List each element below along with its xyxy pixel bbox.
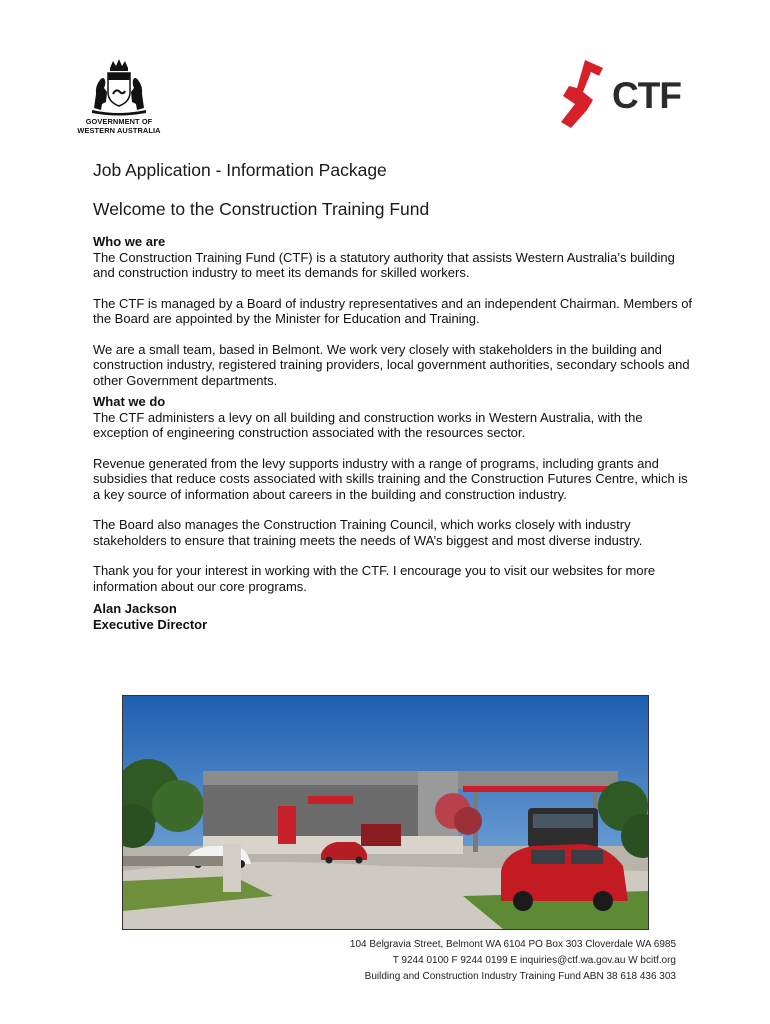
ctf-logo-text: CTF	[612, 75, 681, 116]
section-heading-who-we-are: Who we are	[93, 234, 166, 249]
gov-logo-line2: WESTERN AUSTRALIA	[77, 126, 161, 135]
paragraph: The Construction Training Fund (CTF) is a statutory authority that assists Western Australia’s building and construction industry to meet its demands for skilled workers.	[93, 249, 675, 280]
signature-role: Executive Director	[93, 616, 208, 632]
paragraph: The Board also manages the Construction Training Council, which works closely with industry stakeholders to ensure that training meets the needs of WA’s biggest and most diverse industry.	[93, 517, 643, 548]
building-photo	[122, 695, 649, 930]
gov-logo-line1: GOVERNMENT OF	[85, 117, 153, 126]
government-of-wa-logo	[76, 58, 162, 135]
signature-name: Alan Jackson	[93, 601, 177, 616]
footer-line-abn: Building and Construction Industry Training Fund ABN 38 618 436 303	[364, 971, 676, 982]
paragraph: Revenue generated from the levy supports industry with a range of programs, including grants and subsidies that reduce costs associated with skills training and the Construction Futures Centre, which is a key source of information about careers in the building and construction industry.	[93, 455, 688, 502]
footer-line-address: 104 Belgravia Street, Belmont WA 6104 PO Box 303 Cloverdale WA 6985	[349, 939, 676, 950]
section-heading-what-we-do: What we do	[93, 394, 166, 409]
wa-coat-of-arms-icon	[86, 58, 152, 116]
paragraph: The CTF is managed by a Board of industry representatives and an independent Chairman. Members of the Board are appointed by the Minister for Education and Training.	[93, 295, 693, 326]
ctf-logo	[555, 58, 680, 134]
paragraph: The CTF administers a levy on all building and construction works in Western Australia, with the exception of engineering construction associated with the resources sector.	[93, 409, 643, 440]
paragraph: We are a small team, based in Belmont. We work very closely with stakeholders in the building and construction industry, registered training providers, local government authorities, secondary schools and other Government departments.	[93, 341, 690, 388]
page-title: Job Application - Information Package	[93, 160, 387, 180]
body-content	[93, 234, 693, 632]
paragraph: Thank you for your interest in working with the CTF. I encourage you to visit our websites for more information about our core programs.	[93, 563, 656, 594]
ctf-building-image	[123, 696, 648, 929]
footer-line-contact: T 9244 0100 F 9244 0199 E inquiries@ctf.wa.gov.au W bcitf.org	[392, 955, 676, 966]
page-subtitle: Welcome to the Construction Training Fund	[93, 199, 430, 219]
footer-address	[250, 937, 676, 985]
